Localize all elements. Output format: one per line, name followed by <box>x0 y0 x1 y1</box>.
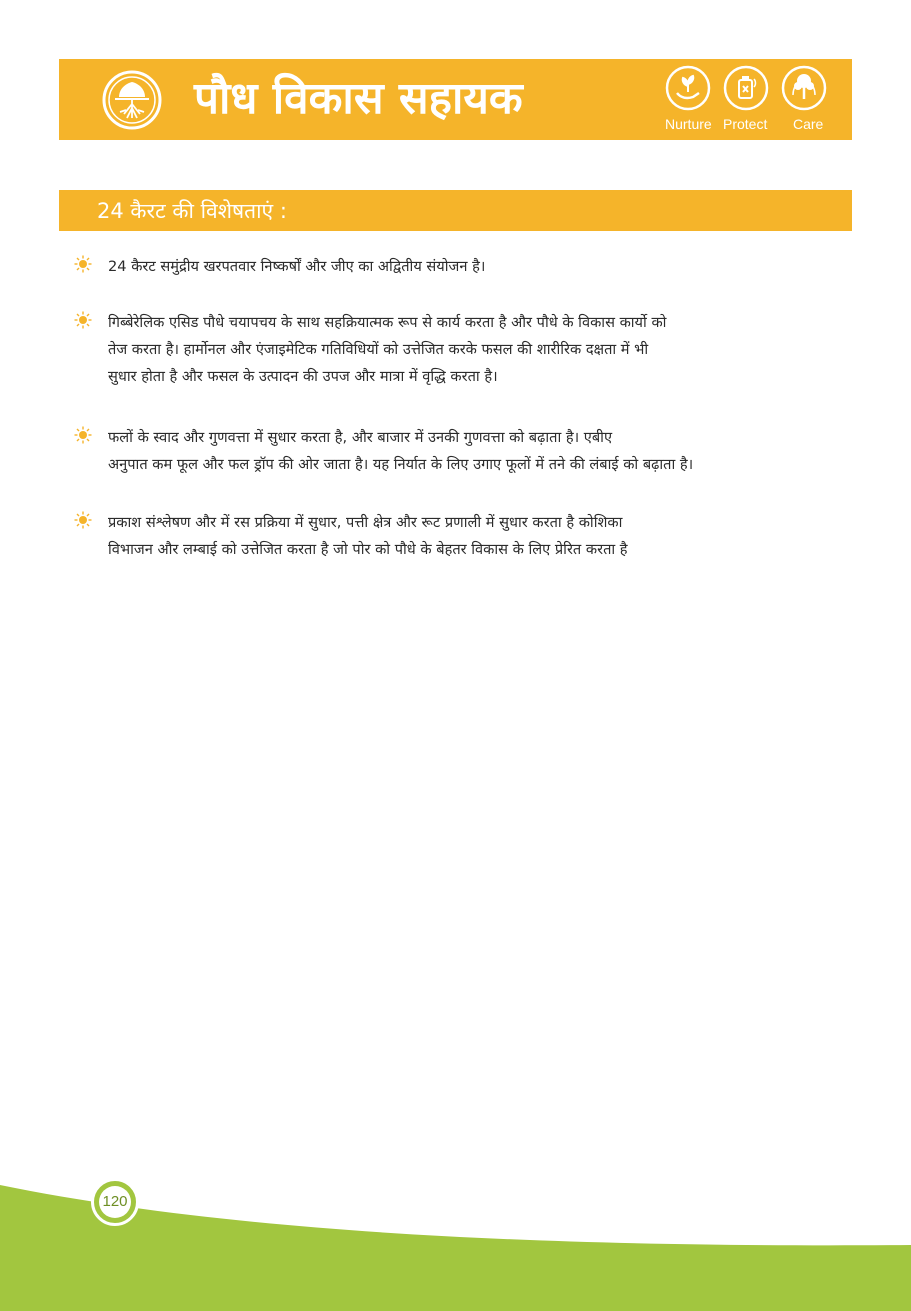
sun-bullet-icon <box>74 426 92 444</box>
bullet-text <box>108 424 794 478</box>
bullet-line: विभाजन और लम्बाई को उत्तेजित करता है जो पोर को पौधे के बेहतर विकास के लिए प्रेरित करता है <box>108 541 628 558</box>
tree-roots-logo-icon <box>102 70 162 130</box>
sun-bullet-icon <box>74 255 92 273</box>
page-number-badge <box>91 1178 139 1226</box>
bullet-line: अनुपात कम फूल और फल ड्रॉप की ओर जाता है। यह निर्यात के लिए उगाए फूलों में तने की लंबाई को बढ़ाता है। <box>108 456 694 473</box>
bullet-text <box>108 253 794 280</box>
feature-bullet <box>74 424 794 478</box>
bullet-line: फलों के स्वाद और गुणवत्ता में सुधार करता है, और बाजार में उनकी गुणवत्ता को बढ़ाता है। एबीए <box>108 429 613 446</box>
section-heading: 24 कैरट की विशेषताएं : <box>97 199 287 223</box>
footer-wave <box>0 1160 911 1311</box>
nurture-hands-icon <box>665 65 711 111</box>
feature-bullet <box>74 253 794 280</box>
bullet-line: गिब्बेरेलिक एसिड पौधे चयापचय के साथ सहक्रियात्मक रूप से कार्य करता है और पौधे के विकास कार्यो को <box>108 314 667 331</box>
care-label: Care <box>793 116 824 132</box>
sun-bullet-icon <box>74 311 92 329</box>
bullet-line: 24 कैरट समुंद्रीय खरपतवार निष्कर्षों और जीए का अद्वितीय संयोजन है। <box>108 258 486 275</box>
care-plant-icon <box>781 65 827 111</box>
section-heading-bar <box>59 190 852 231</box>
bullet-line: सुधार होता है और फसल के उत्पादन की उपज और मात्रा में वृद्धि करता है। <box>108 368 498 385</box>
feature-bullet <box>74 509 794 563</box>
bullet-line: तेज करता है। हार्मोनल और एंजाइमेटिक गतिविधियों को उत्तेजित करके फसल की शारीरिक दक्षता में भी <box>108 341 649 358</box>
nurture-label: Nurture <box>665 116 712 132</box>
bullet-text <box>108 309 794 390</box>
sun-bullet-icon <box>74 511 92 529</box>
bullet-line: प्रकाश संश्लेषण और में रस प्रक्रिया में सुधार, पत्ती क्षेत्र और रूट प्रणाली में सुधार करता है कोशिका <box>108 514 623 531</box>
header-bar <box>59 59 852 140</box>
protect-label: Protect <box>723 116 768 132</box>
protect-bottle-icon <box>723 65 769 111</box>
feature-bullet <box>74 309 794 390</box>
bullet-text <box>108 509 794 563</box>
page-number: 120 <box>99 1186 131 1218</box>
page-title: पौध विकास सहायक <box>194 73 523 124</box>
